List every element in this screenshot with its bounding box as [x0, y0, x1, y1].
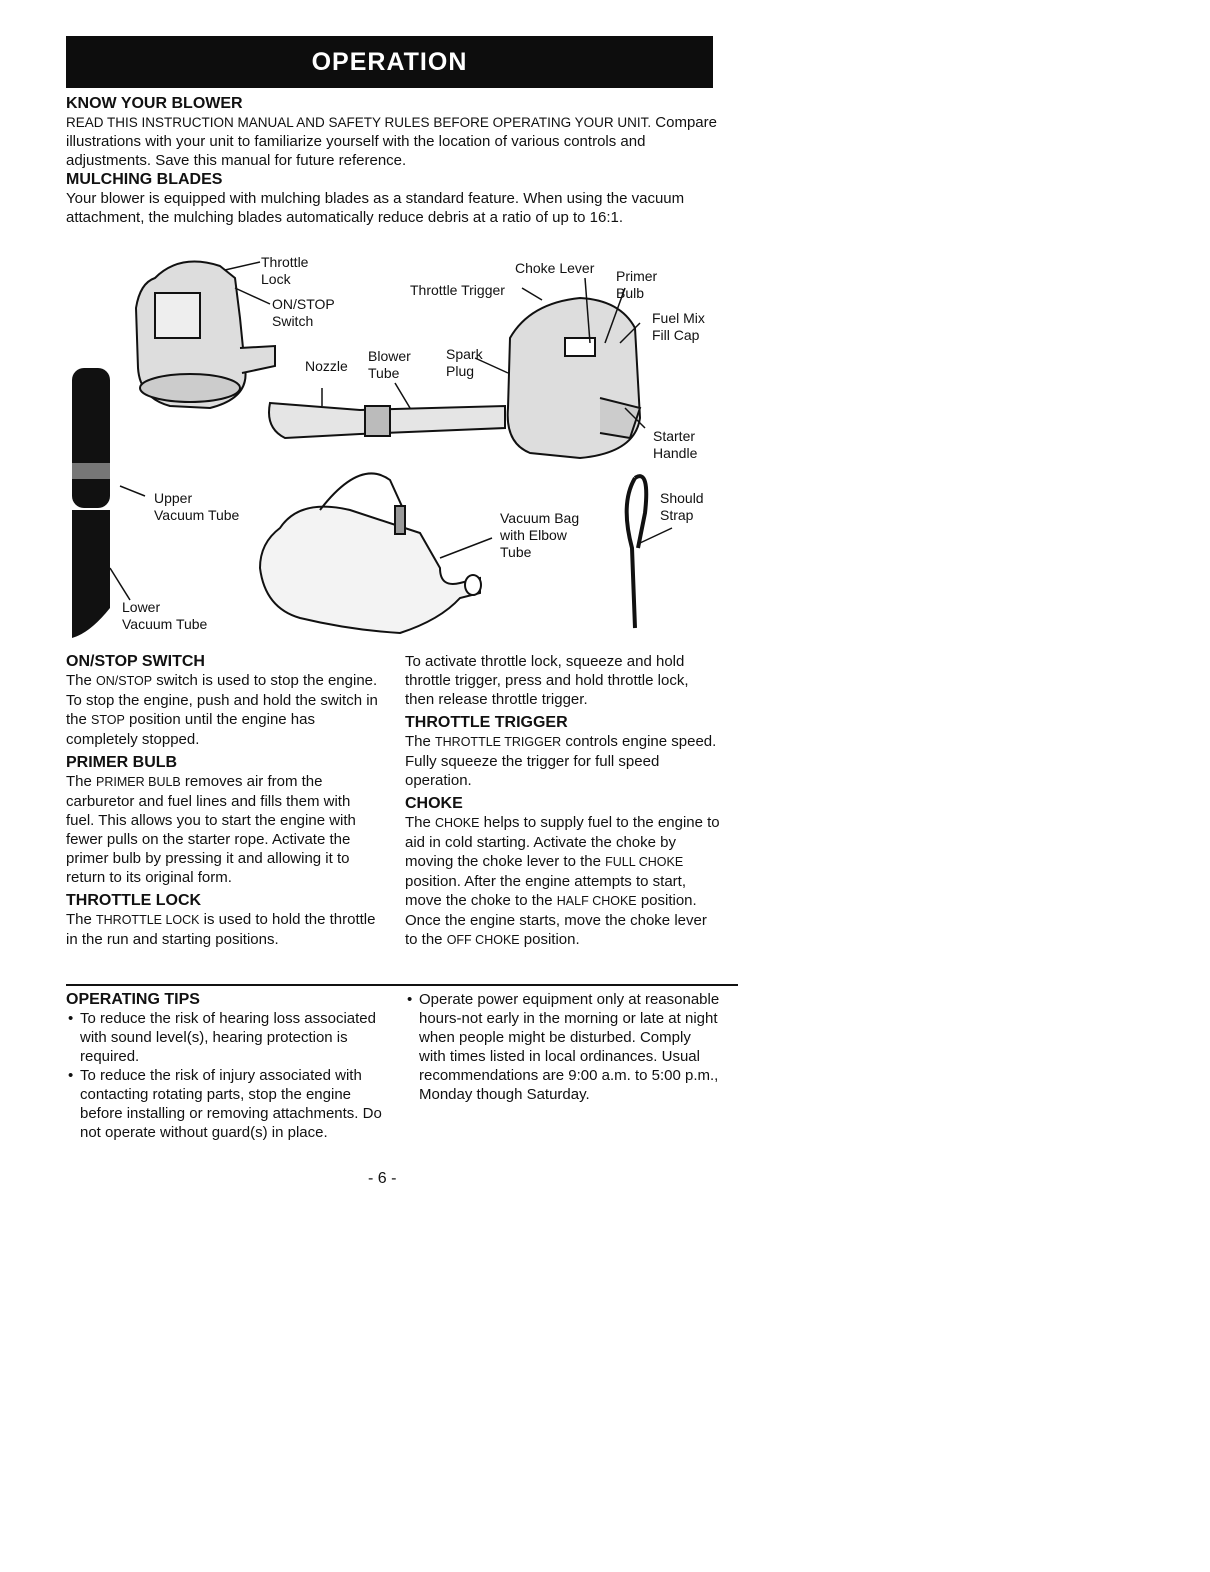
right-column [405, 652, 721, 950]
throttle-trigger-text: The THROTTLE TRIGGER controls engine speed. Fully squeeze the trigger for full speed operation. [405, 733, 717, 789]
know-heading: KNOW YOUR BLOWER [66, 95, 243, 112]
label-primer-bulb: Primer Bulb [616, 268, 658, 301]
onstop-heading: ON/STOP SWITCH [66, 653, 205, 670]
label-throttle-trigger: Throttle Trigger [410, 282, 505, 298]
blower-illustration [60, 248, 720, 648]
choke-heading: CHOKE [405, 795, 463, 812]
throttle-lock-text: The THROTTLE LOCK is used to hold the throttle in the run and starting positions. [66, 911, 376, 948]
label-throttle-lock: Throttle Lock [261, 254, 309, 287]
throttle-trigger-heading: THROTTLE TRIGGER [405, 714, 568, 731]
primer-text: The PRIMER BULB removes air from the carburetor and fuel lines and fills them with fuel. This allows you to start the engine with fewer pulls on the starter rope. Activate the primer bulb by pressing it and allowing it to return to its original form. [66, 773, 356, 886]
label-choke-lever: Choke Lever [515, 260, 595, 276]
tips-list-right [405, 990, 721, 1104]
operating-tips-heading: OPERATING TIPS [66, 991, 200, 1008]
page-title: OPERATION [66, 36, 713, 88]
list-item: • To reduce the risk of hearing loss associated with sound level(s), hearing protection is required. [80, 1009, 382, 1066]
choke-text: The CHOKE helps to supply fuel to the engine to aid in cold starting. Activate the choke by moving the choke lever to the FULL CHOKE position. After the engine attempts to start, move the choke to the HALF CHOKE position. Once the engine starts, move the choke lever to the OFF CHOKE position. [405, 814, 720, 948]
mulching-text: Your blower is equipped with mulching blades as a standard feature. When using the vacuum attachment, the mulching blades automatically reduce debris at a ratio of up to 16:1. [66, 190, 685, 226]
list-item: • Operate power equipment only at reasonable hours-not early in the morning or late at night when people might be disturbed. Comply with times listed in local ordinances. Usual recommendations are 9:00 a.m. to 5:00 p.m., Monday though Saturday. [419, 990, 721, 1104]
page-number: - 6 - [368, 1170, 397, 1187]
operating-tips-left [66, 990, 382, 1142]
throttle-lock-heading: THROTTLE LOCK [66, 892, 202, 909]
know-body: Compare illustrations with your unit to familiarize yourself with the location of various controls and adjustments. Save this manual for future reference. [66, 114, 717, 169]
operating-tips-right [405, 990, 721, 1104]
label-upper-vacuum-tube: Upper Vacuum Tube [154, 490, 240, 523]
blower-parts-figure [60, 248, 720, 648]
blower-front-drawing [136, 262, 275, 408]
vacuum-tubes-drawing [72, 368, 110, 638]
primer-heading: PRIMER BULB [66, 754, 178, 771]
label-blower-tube: Blower Tube [368, 348, 411, 381]
label-vacuum-bag: Vacuum Bag with Elbow Tube [500, 510, 580, 560]
label-lower-vacuum-tube: Lower Vacuum Tube [122, 599, 208, 632]
onstop-text: The ON/STOP switch is used to stop the engine. To stop the engine, push and hold the switch in the STOP position until the engine has completely stopped. [66, 672, 378, 748]
shoulder-strap-drawing [627, 476, 647, 628]
label-fuel-mix-fill-cap: Fuel Mix Fill Cap [652, 310, 705, 343]
tips-list-left [66, 1009, 382, 1142]
mulching-heading: MULCHING BLADES [66, 171, 223, 188]
know-text [66, 113, 726, 170]
section-divider [66, 984, 738, 986]
vacuum-bag-drawing [260, 473, 481, 633]
know-your-blower-section [66, 94, 726, 227]
label-starter-handle: Starter Handle [653, 428, 698, 461]
label-on-stop-switch: ON/STOP Switch [272, 296, 335, 329]
list-item: • To reduce the risk of injury associated with contacting rotating parts, stop the engine before installing or removing attachments. Do not operate without guard(s) in place. [80, 1066, 382, 1142]
left-column [66, 652, 382, 949]
know-caps: READ THIS INSTRUCTION MANUAL AND SAFETY RULES BEFORE OPERATING YOUR UNIT. [66, 115, 652, 130]
label-shoulder-strap: Should Strap [660, 490, 704, 523]
activate-throttle-lock-text: To activate throttle lock, squeeze and hold throttle trigger, press and hold throttle lock, then release throttle trigger. [405, 653, 689, 708]
label-spark-plug: Spark Plug [446, 346, 483, 379]
label-nozzle: Nozzle [305, 358, 348, 374]
